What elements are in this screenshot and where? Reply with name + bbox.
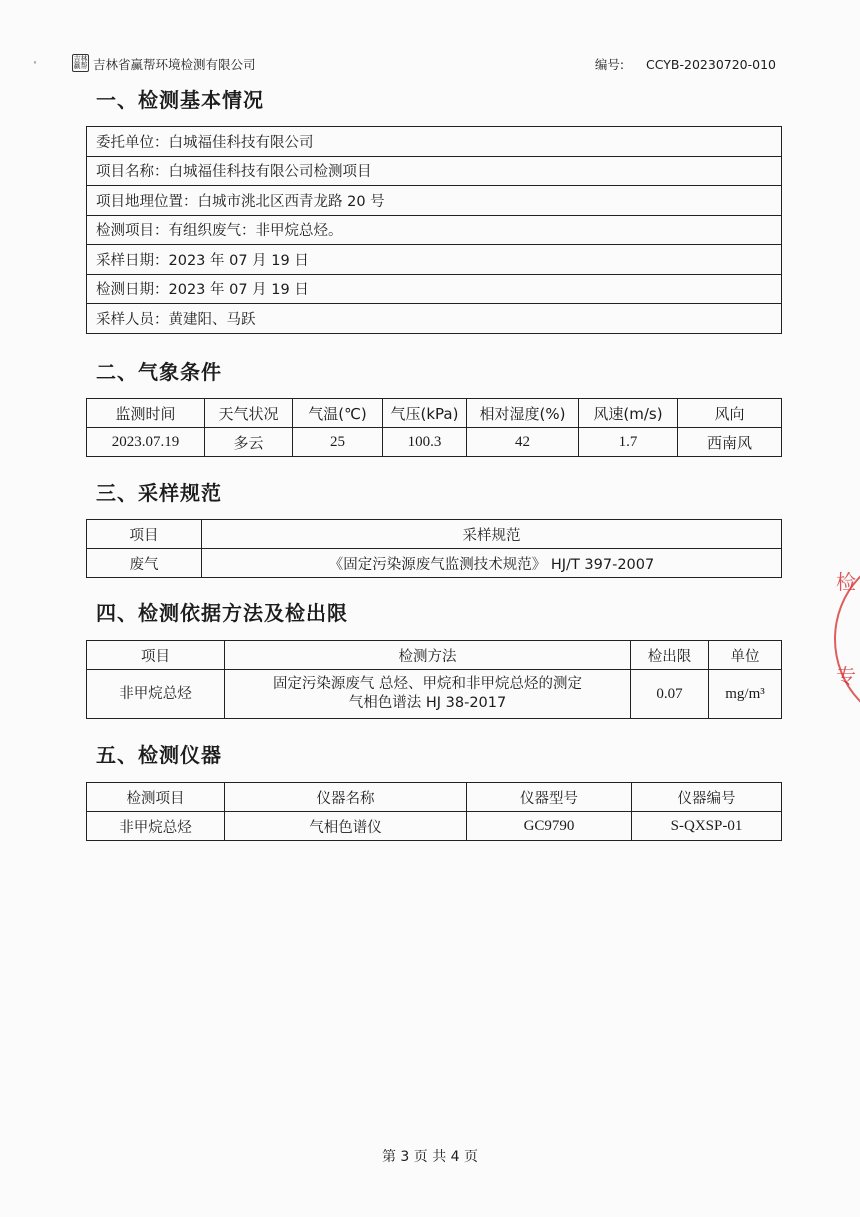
instruments-table	[86, 782, 782, 841]
column-header: 项目	[87, 520, 202, 549]
column-header: 检测方法	[225, 641, 631, 670]
column-header: 仪器编号	[632, 783, 782, 812]
table-cell: 气相色谱仪	[225, 812, 467, 841]
company-logo: 吉林赢帮	[73, 55, 88, 70]
column-header: 检测项目	[87, 783, 225, 812]
table-row	[87, 245, 782, 275]
table-header-row	[87, 399, 782, 428]
table-cell: 100.3	[383, 428, 467, 457]
section-title-methods: 四、检测依据方法及检出限	[96, 601, 348, 625]
table-cell: 西南风	[678, 428, 782, 457]
document-number-value: CCYB-20230720-010	[646, 57, 776, 72]
column-header: 单位	[709, 641, 782, 670]
table-cell: 2023.07.19	[87, 428, 205, 457]
table-cell: 《固定污染源废气监测技术规范》 HJ/T 397-2007	[202, 549, 782, 578]
table-row	[87, 670, 782, 719]
table-cell: 1.7	[579, 428, 678, 457]
table-cell: 非甲烷总烃	[87, 670, 225, 719]
table-cell: 废气	[87, 549, 202, 578]
column-header: 气压(kPa)	[383, 399, 467, 428]
table-row	[87, 274, 782, 304]
table-header-row	[87, 520, 782, 549]
table-header-row	[87, 783, 782, 812]
table-cell: 0.07	[631, 670, 709, 719]
method-line: 气相色谱法 HJ 38-2017	[348, 695, 507, 711]
method-line: 固定污染源废气 总烃、甲烷和非甲烷总烃的测定	[272, 676, 583, 692]
sampling-table	[86, 519, 782, 578]
column-header: 项目	[87, 641, 225, 670]
table-row	[87, 428, 782, 457]
table-cell: 42	[467, 428, 579, 457]
info-sampling-date: 采样日期：2023 年 07 月 19 日	[87, 245, 782, 275]
section-title-sampling: 三、采样规范	[96, 481, 222, 505]
table-cell: S-QXSP-01	[632, 812, 782, 841]
table-cell: 非甲烷总烃	[87, 812, 225, 841]
page-header	[72, 54, 776, 76]
table-row	[87, 186, 782, 216]
table-cell: GC9790	[467, 812, 632, 841]
methods-table	[86, 640, 782, 719]
table-cell: 多云	[205, 428, 293, 457]
table-cell: 25	[293, 428, 383, 457]
column-header: 天气状况	[205, 399, 293, 428]
company-name: 吉林省赢帮环境检测有限公司	[93, 57, 256, 72]
table-row	[87, 215, 782, 245]
column-header: 风向	[678, 399, 782, 428]
basic-info-table	[86, 126, 782, 334]
scan-mark: ᵉ	[34, 58, 37, 68]
column-header: 采样规范	[202, 520, 782, 549]
column-header: 相对湿度(%)	[467, 399, 579, 428]
seal-stamp	[830, 552, 860, 722]
weather-table	[86, 398, 782, 457]
section-title-instruments: 五、检测仪器	[96, 743, 222, 767]
section-title-weather: 二、气象条件	[96, 360, 222, 384]
table-header-row	[87, 641, 782, 670]
column-header: 检出限	[631, 641, 709, 670]
table-cell: mg/m³	[709, 670, 782, 719]
document-number	[595, 55, 776, 73]
document-number-label: 编号:	[594, 57, 625, 72]
info-project-name: 项目名称：白城福佳科技有限公司检测项目	[87, 156, 782, 186]
column-header: 气温(℃)	[293, 399, 383, 428]
column-header: 监测时间	[87, 399, 205, 428]
method-cell	[225, 670, 631, 719]
info-client: 委托单位：白城福佳科技有限公司	[87, 127, 782, 157]
table-row	[87, 812, 782, 841]
column-header: 仪器名称	[225, 783, 467, 812]
table-row	[87, 156, 782, 186]
table-row	[87, 304, 782, 334]
info-location: 项目地理位置：白城市洮北区西青龙路 20 号	[87, 186, 782, 216]
seal-char: 检	[836, 570, 856, 594]
table-row	[87, 549, 782, 578]
info-test-items: 检测项目：有组织废气：非甲烷总烃。	[87, 215, 782, 245]
seal-char: 专	[836, 664, 856, 688]
info-test-date: 检测日期：2023 年 07 月 19 日	[87, 274, 782, 304]
column-header: 风速(m/s)	[579, 399, 678, 428]
page-number: 第 3 页 共 4 页	[381, 1149, 479, 1165]
column-header: 仪器型号	[467, 783, 632, 812]
info-samplers: 采样人员：黄建阳、马跃	[87, 304, 782, 334]
section-title-basic-info: 一、检测基本情况	[96, 88, 264, 112]
table-row	[87, 127, 782, 157]
